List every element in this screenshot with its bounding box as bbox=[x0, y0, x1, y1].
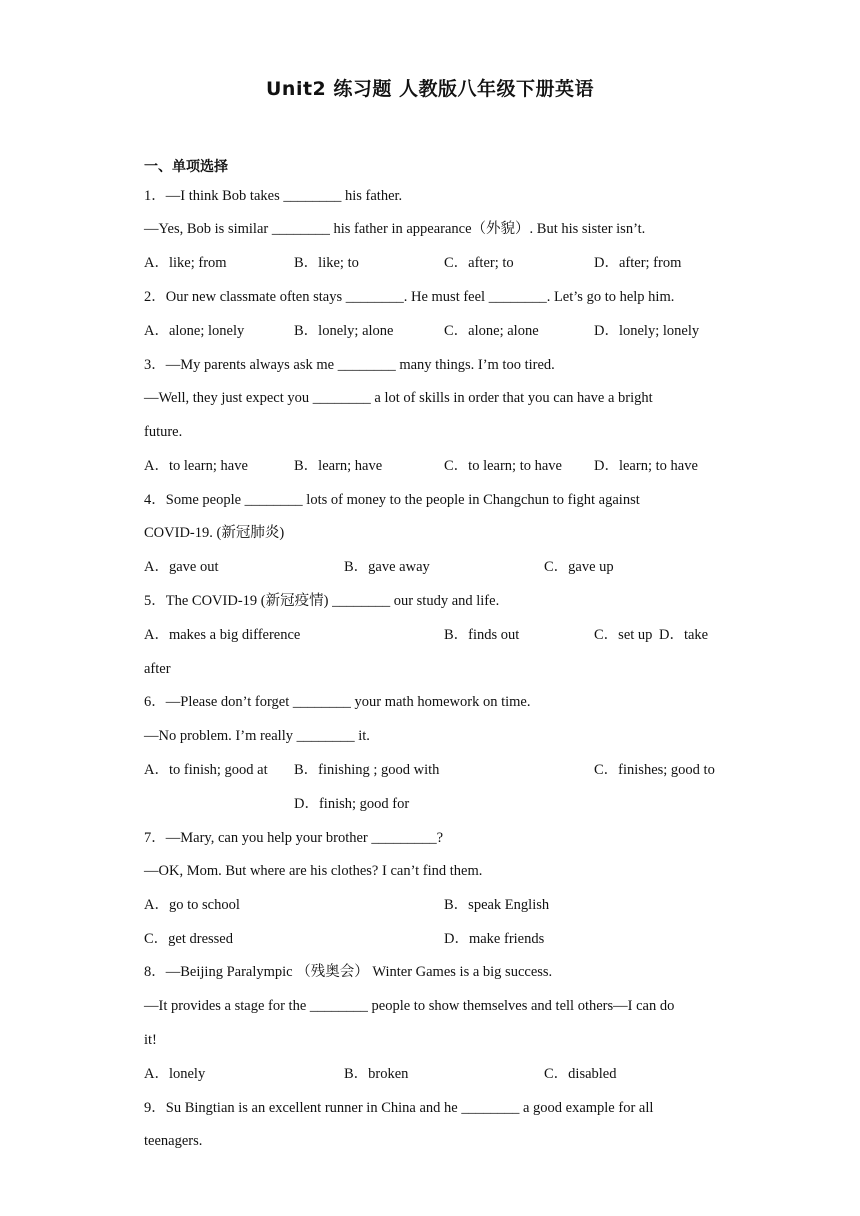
question-1-stem: 1．—I think Bob takes ________ his father. bbox=[144, 188, 403, 204]
question-3-option-a: A．to learn; have bbox=[144, 458, 248, 474]
question-3-option-c: C．to learn; to have bbox=[444, 458, 562, 474]
question-5-option-d-continued: after bbox=[144, 661, 171, 677]
question-7-option-a: A．go to school bbox=[144, 897, 240, 913]
question-6-stem-2: —No problem. I’m really ________ it. bbox=[144, 728, 370, 744]
section-heading: 一、单项选择 bbox=[144, 159, 228, 175]
question-1-option-b: B．like; to bbox=[294, 255, 359, 271]
question-8-stem-2: —It provides a stage for the ________ people to show themselves and tell others—I can do bbox=[144, 998, 675, 1014]
question-7-option-d: D．make friends bbox=[444, 931, 545, 947]
question-3-option-b: B．learn; have bbox=[294, 458, 383, 474]
question-7-option-c: C．get dressed bbox=[144, 931, 233, 947]
question-1-stem-2: —Yes, Bob is similar ________ his father in appearance（外貌）. But his sister isn’t. bbox=[144, 221, 646, 237]
question-3-stem: 3．—My parents always ask me ________ many things. I’m too tired. bbox=[144, 357, 555, 373]
question-9-stem-2: teenagers. bbox=[144, 1133, 203, 1149]
question-3-stem-3: future. bbox=[144, 424, 183, 440]
question-9-stem: 9．Su Bingtian is an excellent runner in China and he ________ a good example for all bbox=[144, 1100, 654, 1116]
question-8-stem-3: it! bbox=[144, 1032, 157, 1048]
question-8-option-a: A．lonely bbox=[144, 1066, 206, 1082]
question-6-option-c: C．finishes; good to bbox=[594, 762, 715, 778]
question-5-option-b: B．finds out bbox=[444, 627, 520, 643]
question-5-stem: 5．The COVID-19 (新冠疫情) ________ our study and life. bbox=[144, 593, 500, 609]
question-2-option-d: D．lonely; lonely bbox=[594, 323, 700, 339]
question-6-option-b: B．finishing ; good with bbox=[294, 762, 440, 778]
question-3-option-d: D．learn; to have bbox=[594, 458, 698, 474]
question-5-option-d: D．take bbox=[659, 627, 709, 643]
question-8-stem: 8．—Beijing Paralympic （残奥会） Winter Games is a big success. bbox=[144, 964, 553, 980]
question-2-option-c: C．alone; alone bbox=[444, 323, 539, 339]
question-5-option-c: C．set up bbox=[594, 627, 653, 643]
question-2-option-a: A．alone; lonely bbox=[144, 323, 245, 339]
question-4-stem: 4．Some people ________ lots of money to the people in Changchun to fight against bbox=[144, 492, 640, 508]
question-3-stem-2: —Well, they just expect you ________ a lot of skills in order that you can have a bright bbox=[144, 390, 653, 406]
question-2-stem: 2．Our new classmate often stays ________. He must feel ________. Let’s go to help him. bbox=[144, 289, 675, 305]
question-6-stem: 6．—Please don’t forget ________ your math homework on time. bbox=[144, 694, 531, 710]
question-4-option-a: A．gave out bbox=[144, 559, 219, 575]
question-4-option-b: B．gave away bbox=[344, 559, 430, 575]
question-8-option-c: C．disabled bbox=[544, 1066, 617, 1082]
question-1-option-a: A．like; from bbox=[144, 255, 227, 271]
question-7-stem: 7．—Mary, can you help your brother _________? bbox=[144, 830, 444, 846]
question-4-stem-2: COVID-19. (新冠肺炎) bbox=[144, 525, 285, 541]
question-4-option-c: C．gave up bbox=[544, 559, 614, 575]
question-1-option-d: D．after; from bbox=[594, 255, 682, 271]
question-7-option-b: B．speak English bbox=[444, 897, 550, 913]
question-5-option-a: A．makes a big difference bbox=[144, 627, 301, 643]
question-1-option-c: C．after; to bbox=[444, 255, 514, 271]
document-title: Unit2 练习题 人教版八年级下册英语 bbox=[265, 78, 594, 100]
question-6-option-a: A．to finish; good at bbox=[144, 762, 268, 778]
question-6-option-d: D．finish; good for bbox=[294, 796, 410, 812]
question-2-option-b: B．lonely; alone bbox=[294, 323, 394, 339]
question-7-stem-2: —OK, Mom. But where are his clothes? I can’t find them. bbox=[144, 863, 483, 879]
question-8-option-b: B．broken bbox=[344, 1066, 409, 1082]
